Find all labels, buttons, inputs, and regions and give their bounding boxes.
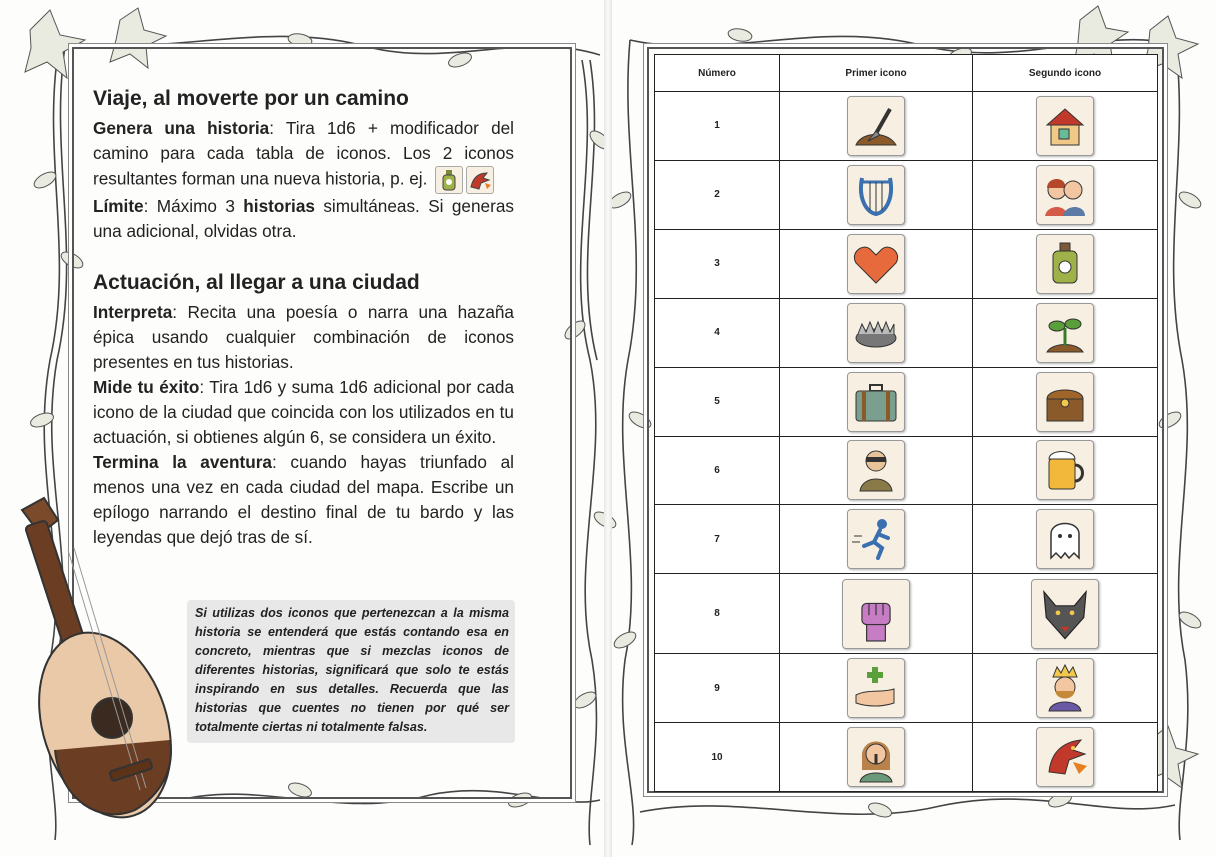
running-man-icon xyxy=(847,509,905,569)
suitcase-icon xyxy=(847,372,905,432)
row-number: 8 xyxy=(655,574,780,654)
page-gutter xyxy=(604,0,612,857)
silence-woman-icon xyxy=(847,727,905,787)
table-row xyxy=(655,160,1158,229)
header-numero: Número xyxy=(655,55,780,92)
poison-bottle-icon xyxy=(1036,234,1094,294)
house-icon xyxy=(1036,96,1094,156)
bandit-icon xyxy=(847,440,905,500)
table-row xyxy=(655,436,1158,505)
paragraph-termina-aventura: Termina la aventura: cuando hayas triunfado al menos una vez en cada ciudad del mapa. Escribe un epílogo narrando el destino final de tu bardo y las leyendas que dejó tras de sí. xyxy=(93,452,514,547)
table-row xyxy=(655,229,1158,298)
paragraph-genera-historia: Genera una historia: Tira 1d6 + modificador del camino para cada tabla de iconos. Los 2 iconos resultantes forman una nueva historia, p. ej. xyxy=(93,116,514,194)
header-segundo-icono: Segundo icono xyxy=(973,55,1158,92)
table-row xyxy=(655,92,1158,161)
sprout-icon xyxy=(1036,303,1094,363)
row-number: 3 xyxy=(655,229,780,298)
left-page-text xyxy=(93,84,514,550)
row-number: 1 xyxy=(655,92,780,161)
italic-note-box: Si utilizas dos iconos que pertenezcan a la misma historia se entenderá que estás contando esa en concreto, mientras que si mezclas iconos de diferentes historias, significará que solo te estás inspirando en sus detalles. Recuerda que las historias que cuentes no tienen por qué ser totalmente ciertas ni totalmente falsas. xyxy=(187,600,515,743)
treasure-chest-icon xyxy=(1036,372,1094,432)
poison-bottle-icon xyxy=(435,166,463,194)
section-title-actuacion: Actuación, al llegar a una ciudad xyxy=(93,271,420,294)
row-number: 5 xyxy=(655,367,780,436)
raised-fist-icon xyxy=(842,579,910,649)
king-icon xyxy=(1036,658,1094,718)
wolf-icon xyxy=(1031,579,1099,649)
table-row xyxy=(655,367,1158,436)
section-title-viaje: Viaje, al moverte por un camino xyxy=(93,87,409,110)
row-number: 9 xyxy=(655,654,780,723)
row-number: 7 xyxy=(655,505,780,574)
header-primer-icono: Primer icono xyxy=(780,55,973,92)
paragraph-limite: Límite: Máximo 3 historias simultáneas. Si generas una adicional, olvidas otra. xyxy=(93,196,514,241)
row-number: 2 xyxy=(655,160,780,229)
table-row xyxy=(655,298,1158,367)
table-header-row xyxy=(655,55,1158,92)
row-number: 10 xyxy=(655,723,780,792)
table-row xyxy=(655,723,1158,792)
row-number: 4 xyxy=(655,298,780,367)
shovel-dirt-icon xyxy=(847,96,905,156)
table-row xyxy=(655,505,1158,574)
paragraph-mide-exito: Mide tu éxito: Tira 1d6 y suma 1d6 adicional por cada icono de la ciudad que coincida con los utilizados en tu actuación, si obtienes algún 6, se considera un éxito. xyxy=(93,377,514,447)
paragraph-interpreta: Interpreta: Recita una poesía o narra una hazaña épica usando cualquier combinación de iconos presentes en tus historias. xyxy=(93,302,514,372)
ghost-icon xyxy=(1036,509,1094,569)
table-row xyxy=(655,574,1158,654)
healing-hand-icon xyxy=(847,658,905,718)
bear-trap-icon xyxy=(847,303,905,363)
lyre-icon xyxy=(847,165,905,225)
table-row xyxy=(655,654,1158,723)
lute-illustration xyxy=(10,490,180,830)
heart-icon xyxy=(847,234,905,294)
couple-icon xyxy=(1036,165,1094,225)
dragon-icon xyxy=(1036,727,1094,787)
icon-table xyxy=(654,54,1158,792)
beer-mug-icon xyxy=(1036,440,1094,500)
dragon-icon xyxy=(466,166,494,194)
row-number: 6 xyxy=(655,436,780,505)
